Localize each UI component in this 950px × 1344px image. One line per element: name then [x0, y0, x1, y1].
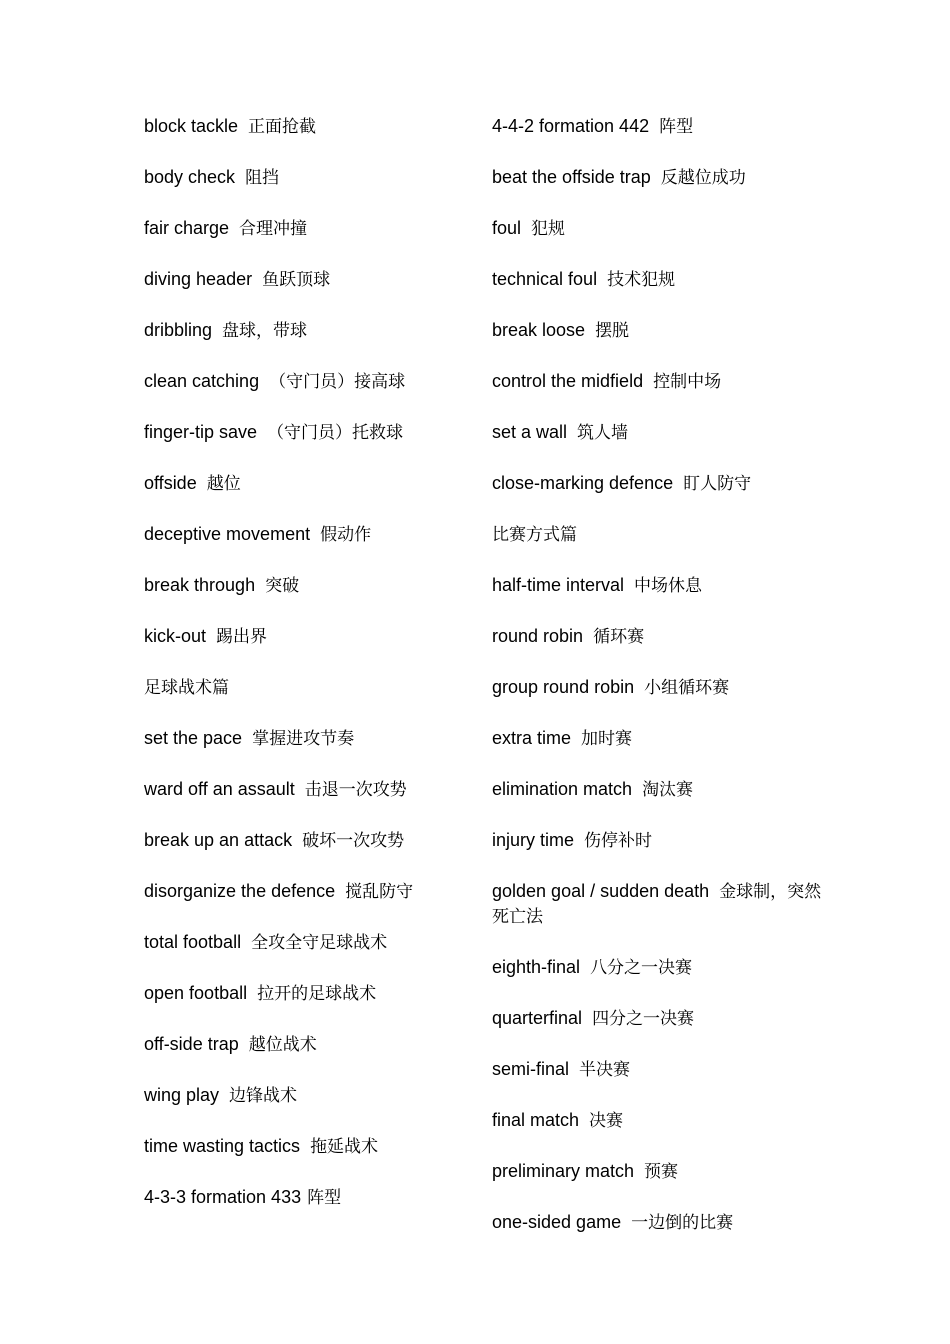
section-heading: [492, 522, 812, 547]
glossary-entry: [144, 267, 474, 292]
term-chinese: 正面抢截: [248, 117, 317, 137]
term-english: quarterfinal: [492, 1008, 583, 1028]
glossary-entry: [144, 879, 474, 904]
glossary-entry: [144, 1134, 474, 1159]
term-chinese: 搅乱防守: [345, 882, 414, 902]
term-english: body check: [144, 167, 236, 187]
glossary-entry: [144, 165, 474, 190]
section-heading-text: 足球战术篇: [144, 678, 229, 698]
term-english: group round robin: [492, 677, 635, 697]
term-chinese: 筑人墙: [577, 423, 629, 443]
glossary-entry: [144, 1185, 474, 1210]
term-chinese: 边锋战术: [229, 1086, 298, 1106]
glossary-entry: [492, 1210, 812, 1235]
glossary-entry: [144, 318, 474, 343]
glossary-entry: [144, 114, 474, 139]
glossary-entry: [144, 420, 474, 445]
term-english: injury time: [492, 830, 575, 850]
glossary-entry: [144, 930, 474, 955]
term-english: technical foul: [492, 269, 598, 289]
term-chinese: 犯规: [531, 219, 566, 239]
term-chinese: 盯人防守: [683, 474, 752, 494]
term-english: one-sided game: [492, 1212, 622, 1232]
glossary-entry: [144, 369, 474, 394]
term-chinese: 反越位成功: [660, 168, 746, 188]
glossary-entry: [492, 879, 822, 929]
glossary-entry: [492, 624, 812, 649]
glossary-entry: [144, 522, 474, 547]
term-chinese: 踢出界: [216, 627, 268, 647]
term-chinese: 决赛: [589, 1111, 624, 1131]
term-chinese: 预赛: [644, 1162, 679, 1182]
glossary-entry: [492, 369, 812, 394]
term-english: close-marking defence: [492, 473, 674, 493]
term-english: time wasting tactics: [144, 1136, 301, 1156]
glossary-entry: [492, 267, 812, 292]
glossary-entry: [144, 777, 474, 802]
term-chinese: 伤停补时: [584, 831, 653, 851]
term-english: open football: [144, 983, 248, 1003]
glossary-entry: [144, 981, 474, 1006]
glossary-entry: [492, 726, 812, 751]
term-chinese: 半决赛: [579, 1060, 631, 1080]
term-chinese: 越位战术: [248, 1035, 317, 1055]
term-english: block tackle: [144, 116, 239, 136]
term-chinese: 阵型: [659, 117, 694, 137]
term-english: off-side trap: [144, 1034, 239, 1054]
right-column: [492, 114, 822, 1261]
term-chinese: 阻挡: [245, 168, 280, 188]
term-chinese: （守门员）接高球: [269, 372, 406, 392]
glossary-entry: [144, 573, 474, 598]
term-chinese: 八分之一决赛: [590, 958, 693, 978]
glossary-entry: [492, 216, 812, 241]
term-english: 4-4-2 formation 442: [492, 116, 650, 136]
term-chinese: 越位: [206, 474, 241, 494]
glossary-entry: [492, 471, 812, 496]
glossary-entry: [492, 828, 812, 853]
glossary-entry: [144, 726, 474, 751]
term-english: break through: [144, 575, 256, 595]
term-english: semi-final: [492, 1059, 570, 1079]
term-chinese: 鱼跃顶球: [262, 270, 331, 290]
term-english: offside: [144, 473, 197, 493]
term-chinese: 击退一次攻势: [304, 780, 407, 800]
term-english: deceptive movement: [144, 524, 311, 544]
term-chinese: 中场休息: [634, 576, 703, 596]
term-chinese: 金球制，突然死亡法: [492, 882, 822, 927]
term-chinese: 淘汰赛: [642, 780, 694, 800]
glossary-entry: [492, 1006, 812, 1031]
term-english: dribbling: [144, 320, 213, 340]
term-chinese: 循环赛: [593, 627, 645, 647]
glossary-entry: [492, 318, 812, 343]
term-english: final match: [492, 1110, 580, 1130]
term-chinese: 控制中场: [653, 372, 722, 392]
glossary-entry: [492, 675, 812, 700]
term-english: fair charge: [144, 218, 230, 238]
term-chinese: 突破: [265, 576, 300, 596]
term-chinese: 拖延战术: [310, 1137, 379, 1157]
glossary-entry: [144, 828, 474, 853]
term-chinese: 一边倒的比赛: [631, 1213, 734, 1233]
term-english: set a wall: [492, 422, 568, 442]
term-chinese: 盘球，带球: [222, 321, 308, 341]
term-chinese: 技术犯规: [607, 270, 676, 290]
glossary-entry: [492, 165, 812, 190]
term-english: finger-tip save: [144, 422, 258, 442]
left-column: [144, 114, 474, 1236]
term-english: total football: [144, 932, 242, 952]
section-heading: [144, 675, 474, 700]
term-chinese: 摆脱: [595, 321, 630, 341]
term-english: disorganize the defence: [144, 881, 336, 901]
term-english: set the pace: [144, 728, 243, 748]
glossary-entry: [492, 420, 812, 445]
glossary-entry: [492, 777, 812, 802]
glossary-entry: [492, 955, 812, 980]
term-english: clean catching: [144, 371, 260, 391]
term-chinese: 四分之一决赛: [592, 1009, 695, 1029]
term-english: kick-out: [144, 626, 207, 646]
term-english: beat the offside trap: [492, 167, 651, 187]
glossary-entry: [144, 471, 474, 496]
glossary-entry: [492, 1159, 812, 1184]
term-english: elimination match: [492, 779, 633, 799]
glossary-entry: [144, 624, 474, 649]
term-english: control the midfield: [492, 371, 644, 391]
term-english: round robin: [492, 626, 584, 646]
term-english: preliminary match: [492, 1161, 635, 1181]
term-chinese: 合理冲撞: [239, 219, 308, 239]
term-english: ward off an assault: [144, 779, 295, 799]
glossary-entry: [492, 1057, 812, 1082]
term-chinese: 掌握进攻节奏: [252, 729, 355, 749]
term-chinese: 破坏一次攻势: [302, 831, 405, 851]
term-chinese: （守门员）托救球: [267, 423, 404, 443]
term-chinese: 阵型: [307, 1188, 342, 1208]
term-english: foul: [492, 218, 522, 238]
term-english: wing play: [144, 1085, 220, 1105]
term-chinese: 假动作: [320, 525, 372, 545]
glossary-entry: [492, 1108, 812, 1133]
glossary-entry: [144, 216, 474, 241]
term-english: half-time interval: [492, 575, 625, 595]
term-english: extra time: [492, 728, 572, 748]
term-chinese: 拉开的足球战术: [257, 984, 377, 1004]
section-heading-text: 比赛方式篇: [492, 525, 577, 545]
glossary-entry: [144, 1083, 474, 1108]
glossary-entry: [144, 1032, 474, 1057]
term-chinese: 全攻全守足球战术: [251, 933, 388, 953]
term-english: 4-3-3 formation 433: [144, 1187, 302, 1207]
term-chinese: 小组循环赛: [644, 678, 730, 698]
term-english: break loose: [492, 320, 586, 340]
term-chinese: 加时赛: [581, 729, 633, 749]
glossary-entry: [492, 114, 812, 139]
term-english: break up an attack: [144, 830, 293, 850]
term-english: eighth-final: [492, 957, 581, 977]
term-english: golden goal / sudden death: [492, 881, 710, 901]
glossary-entry: [492, 573, 812, 598]
term-english: diving header: [144, 269, 253, 289]
